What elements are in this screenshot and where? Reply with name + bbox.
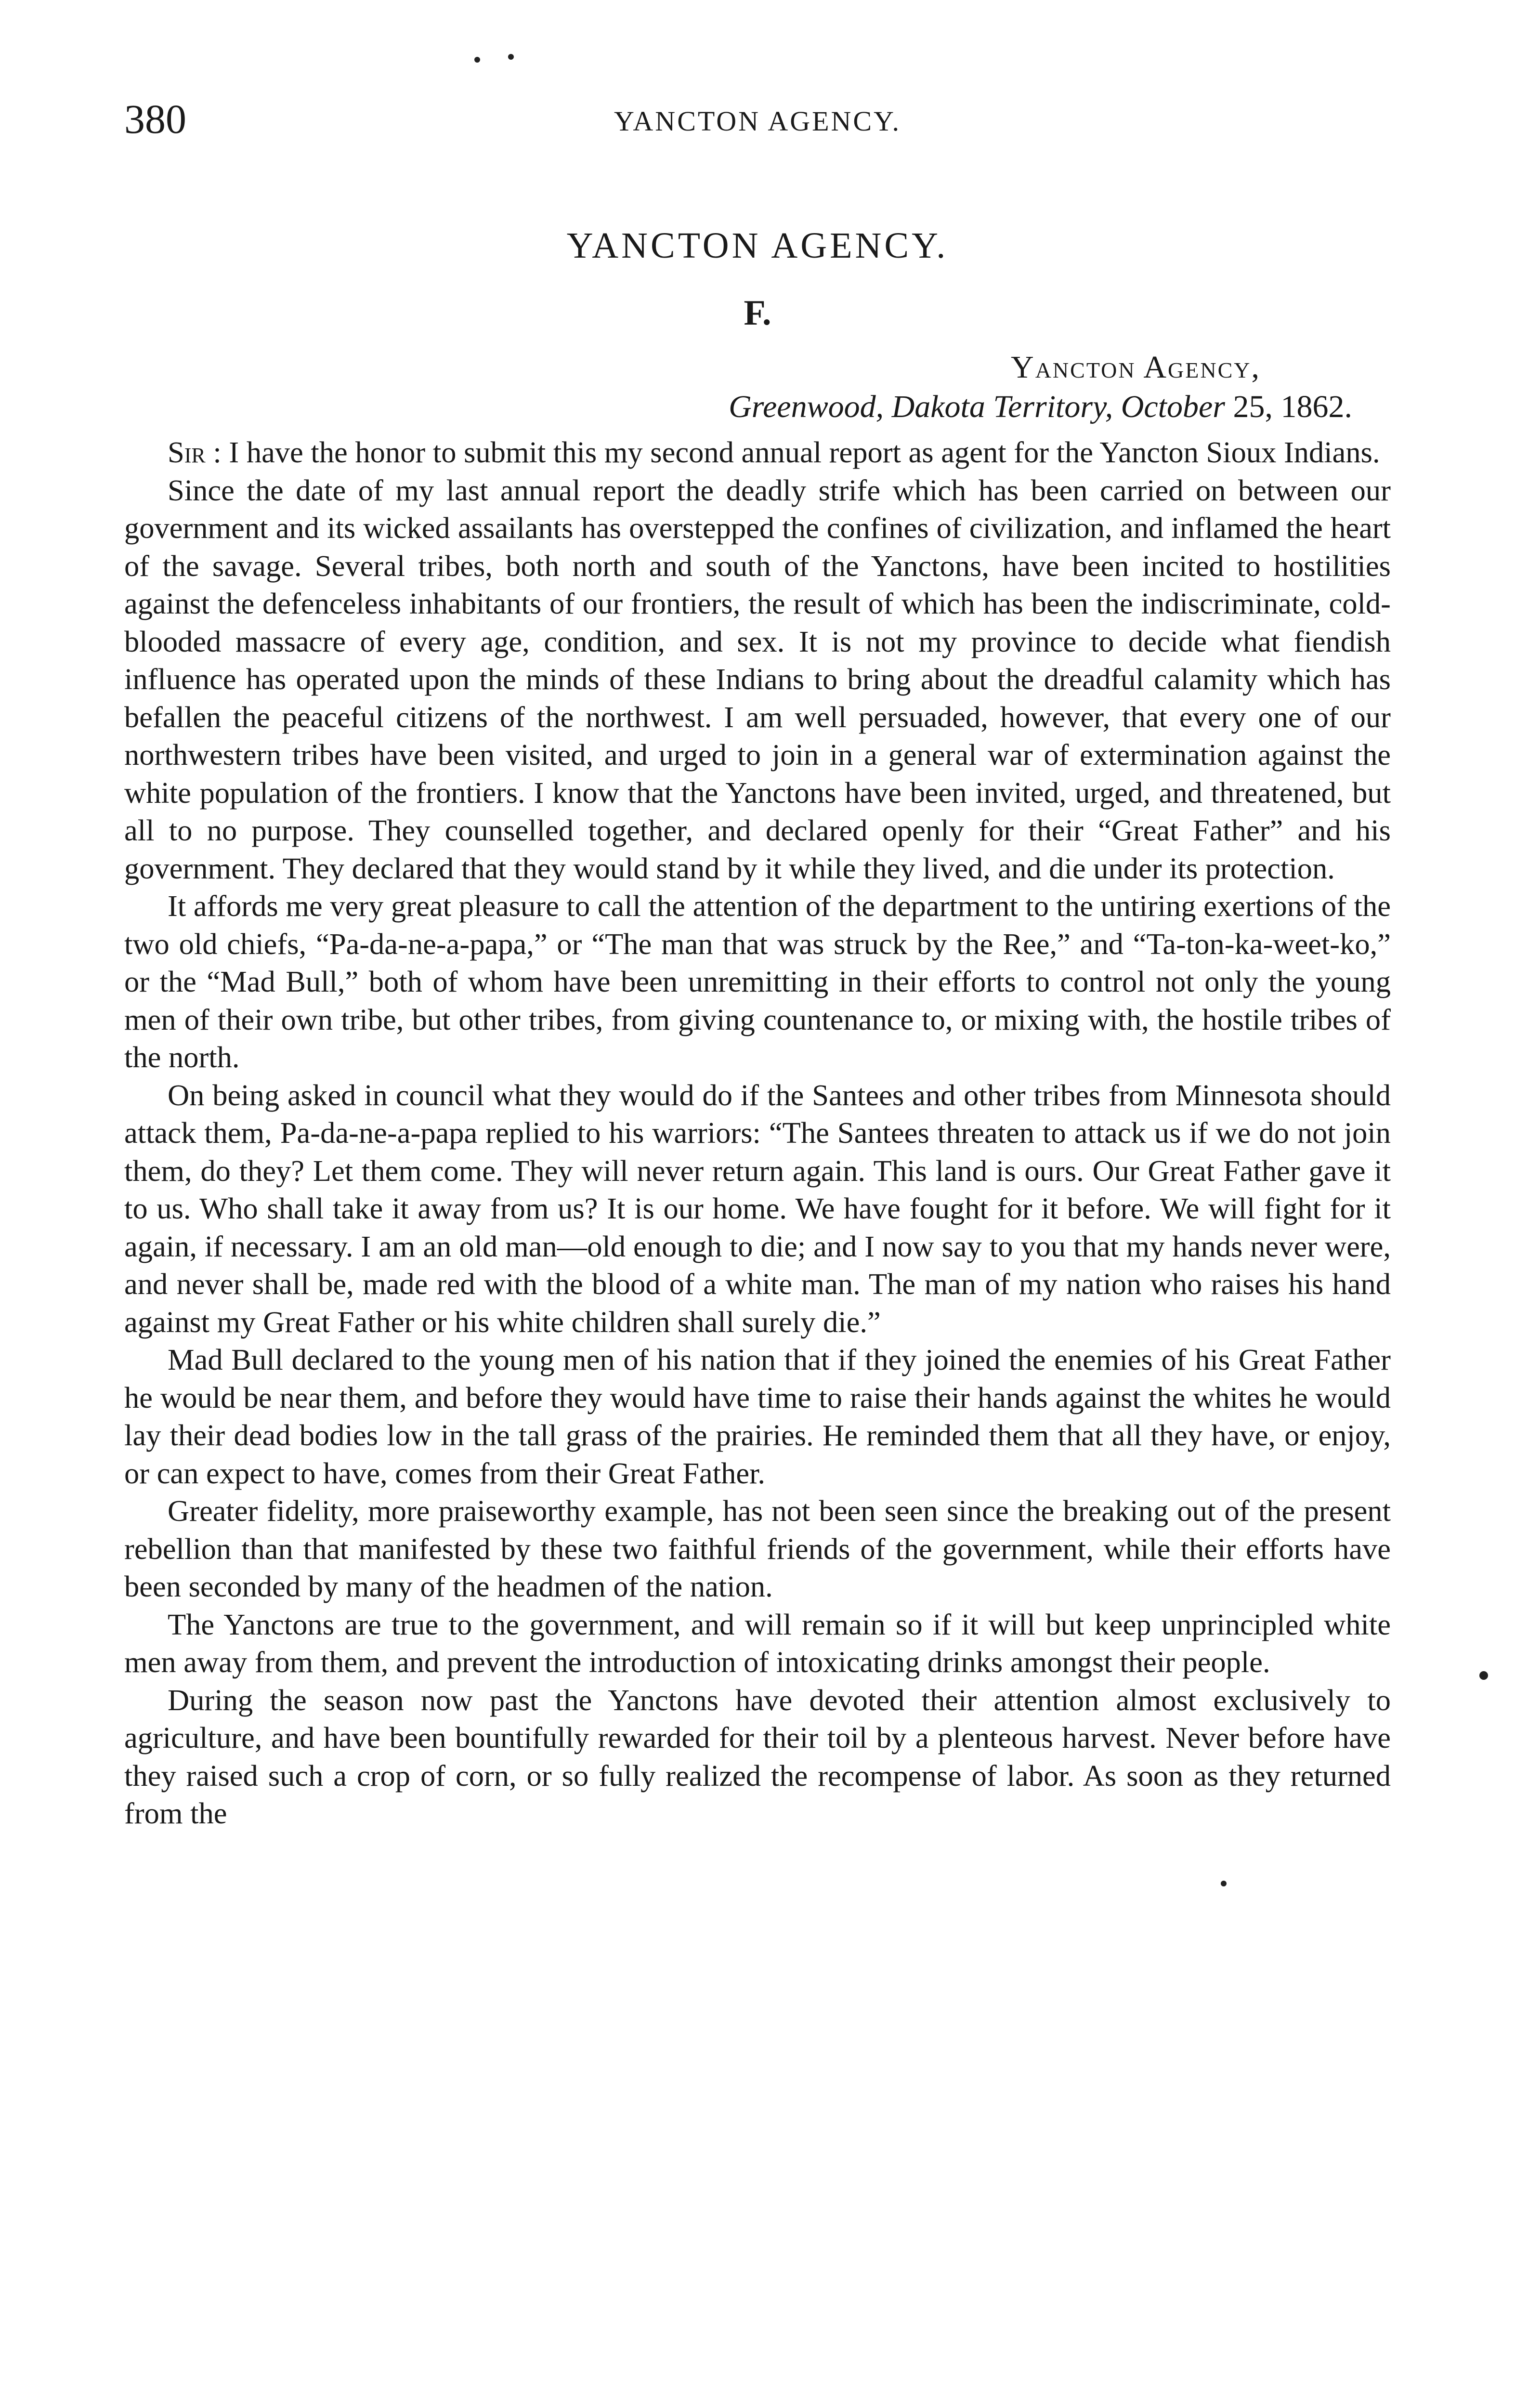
scan-speck — [1221, 1881, 1227, 1886]
paragraph-3: It affords me very great pleasure to call the attention of the department to the untiring exertions of the two old chiefs, “Pa-da-ne-a-papa,” or “The man that was struck by the Ree,” and “Ta-ton-ka-weet-ko,” or the “Mad Bull,” both of whom have been unremitting in their efforts to control not only the young men of their own tribe, but other tribes, from giving countenance to, or mixing with, the hostile tribes of the north. — [124, 889, 1391, 1074]
paragraph-1-text: I have the honor to submit this my second annual report as agent for the Yancton Sioux Indians. — [229, 435, 1380, 469]
scan-speck — [1479, 1671, 1488, 1680]
document-title: YANCTON AGENCY. — [566, 225, 949, 266]
scan-speck — [508, 54, 514, 60]
dateline-date: 25, 1862. — [1233, 389, 1352, 424]
page-header — [124, 92, 1391, 145]
section-letter: F. — [744, 293, 771, 333]
scan-speck — [474, 57, 480, 63]
dateline — [124, 348, 1352, 427]
dateline-place: Yancton Agency, — [1011, 350, 1261, 385]
salutation: Sir : — [168, 435, 222, 469]
paragraph-7: The Yanctons are true to the government, and will remain so if it will but keep unprincipled white men away from them, and prevent the introduction of intoxicating drinks amongst their people. — [124, 1607, 1391, 1679]
page-number: 380 — [124, 96, 186, 142]
paragraph-8: During the season now past the Yanctons have devoted their attention almost exclusively to agriculture, and have been bountifully rewarded for their toil by a plenteous harvest. Never before have they raised such a crop of corn, or so fully realized the recompense of labor. As soon as they returned from the — [124, 1683, 1391, 1830]
paragraph-5: Mad Bull declared to the young men of his nation that if they joined the enemies of his Great Father he would be near them, and before they would have time to raise their hands against the whites he would lay their dead bodies low in the tall grass of the prairies. He reminded them that all they have, or enjoy, or can expect to have, comes from their Great Father. — [124, 1343, 1391, 1490]
letter-body — [124, 433, 1391, 1832]
dateline-location-date — [124, 387, 1352, 427]
paragraph-2: Since the date of my last annual report the deadly strife which has been carried on between our government and its wicked assailants has overstepped the confines of civilization, and inflamed the heart of the savage. Several tribes, both north and south of the Yanctons, have been incited to hostilities against the defenceless inhabitants of our frontiers, the result of which has been the indiscriminate, cold-blooded massacre of every age, condition, and sex. It is not my province to decide what fiendish influence has operated upon the minds of these Indians to bring about the dreadful calamity which has befallen the peaceful citizens of the northwest. I am well persuaded, however, that every one of our northwestern tribes have been visited, and urged to join in a general war of extermination against the white population of the frontiers. I know that the Yanctons have been invited, urged, and threatened, but all to no purpose. They counselled together, and declared openly for their “Great Father” and his government. They declared that they would stand by it while they lived, and die under its protection. — [124, 473, 1391, 885]
paragraph-4: On being asked in council what they would do if the Santees and other tribes from Minnesota should attack them, Pa-da-ne-a-papa replied to his warriors: “The Santees threaten to attack us if we do not join them, do they? Let them come. They will never return again. This land is ours. Our Great Father gave it to us. Who shall take it away from us? It is our home. We have fought for it before. We will fight for it again, if necessary. I am an old man—old enough to die; and I now say to you that my hands never were, and never shall be, made red with the blood of a white man. The man of my nation who raises his hand against my Great Father or his white children shall surely die.” — [124, 1078, 1391, 1339]
dateline-location: Greenwood, Dakota Territory, October — [729, 389, 1225, 424]
running-head: YANCTON AGENCY. — [614, 105, 901, 137]
paragraph-6: Greater fidelity, more praiseworthy example, has not been seen since the breaking out of the present rebellion than that manifested by these two faithful friends of the government, while their efforts have been seconded by many of the headmen of the nation. — [124, 1494, 1391, 1603]
paragraph-1 — [124, 433, 1391, 471]
